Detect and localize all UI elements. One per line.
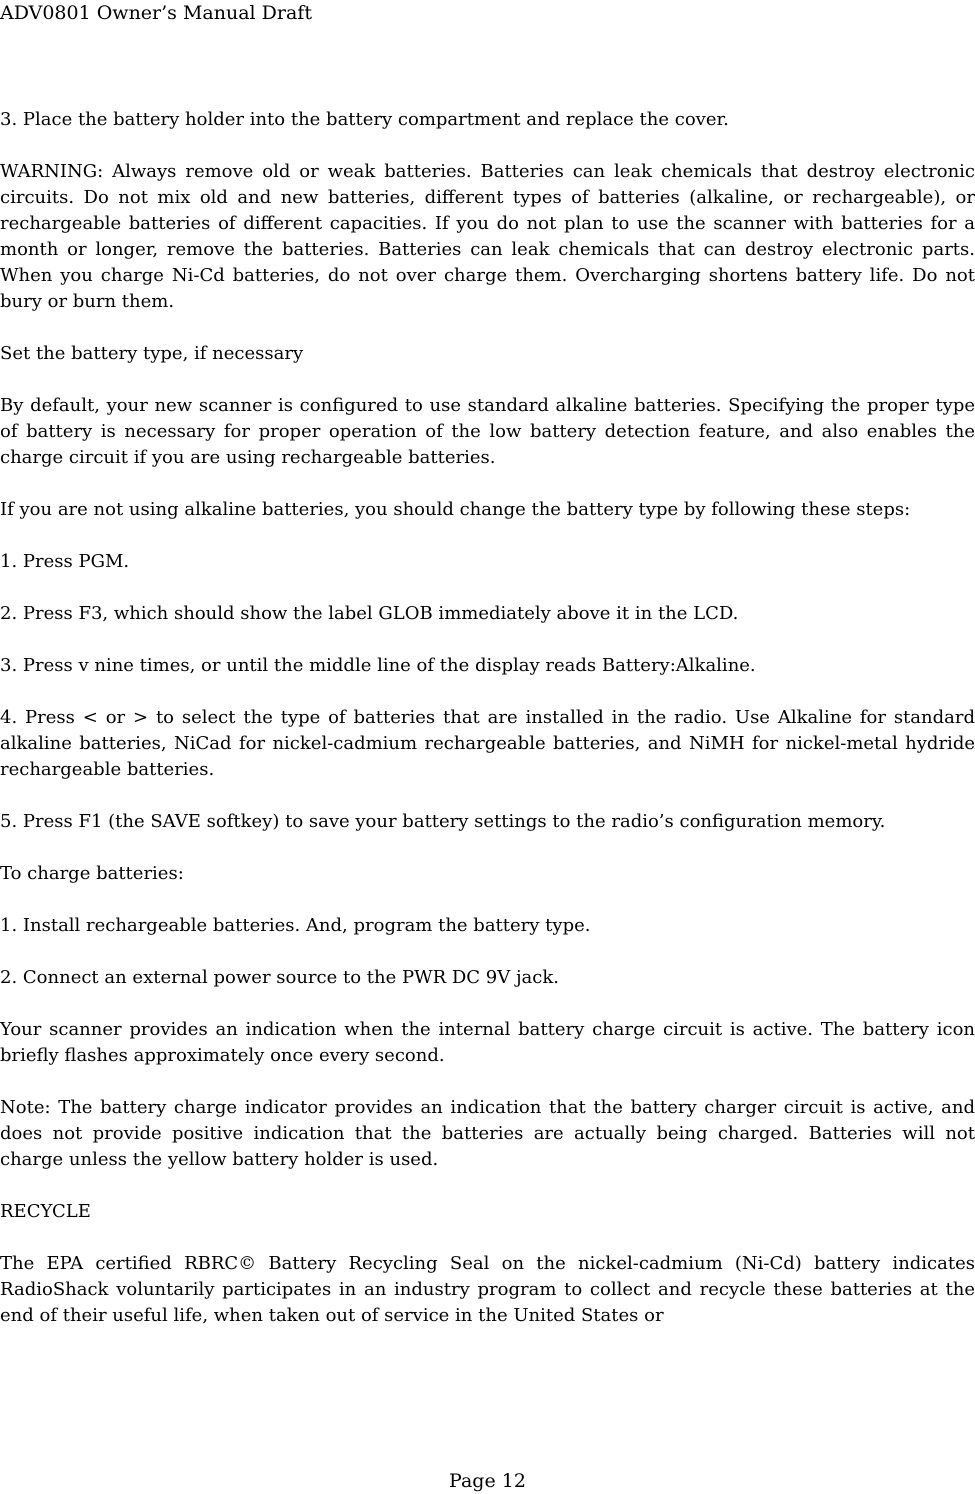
- step-install-rechargeable: 1. Install rechargeable batteries. And, program the battery type.: [0, 915, 591, 936]
- step-connect-power: 2. Connect an external power source to the PWR DC 9V jack.: [0, 967, 559, 988]
- step-press-v: 3. Press v nine times, or until the middle line of the display reads Battery:Alkaline.: [0, 655, 756, 676]
- step-replace-cover: 3. Place the battery holder into the battery compartment and replace the cover.: [0, 109, 729, 130]
- note-paragraph: Note: The battery charge indicator provides an indication that the battery charger circuit is active, and does not provide positive indication that the batteries are actually being charged. Batteries will not charge unless the yellow battery holder is used.: [0, 1097, 975, 1170]
- section-heading-charge: To charge batteries:: [0, 863, 184, 884]
- section-heading-recycle: RECYCLE: [0, 1201, 91, 1222]
- page-footer: [0, 1468, 975, 1494]
- battery-type-instructions: If you are not using alkaline batteries, you should change the battery type by following these steps:: [0, 499, 911, 520]
- warning-paragraph: WARNING: Always remove old or weak batteries. Batteries can leak chemicals that destroy electronic circuits. Do not mix old and new batteries, different types of batteries (alkaline, or rechargeable), or rechargeable batteries of different capacities. If you do not plan to use the scanner with batteries for a month or longer, remove the batteries. Batteries can leak chemicals that can destroy electronic parts. When you charge Ni-Cd batteries, do not over charge them. Overcharging shortens battery life. Do not bury or burn them.: [0, 161, 975, 312]
- page-header: [0, 0, 312, 26]
- document-title: ADV0801 Owner’s Manual Draft: [0, 2, 312, 24]
- page-body: [0, 107, 975, 1355]
- section-heading-battery-type: Set the battery type, if necessary: [0, 343, 304, 364]
- recycle-paragraph: The EPA certified RBRC© Battery Recycling Seal on the nickel-cadmium (Ni-Cd) battery indicates RadioShack voluntarily participates in an industry program to collect and recycle these batteries at the end of their useful life, when taken out of service in the United States or: [0, 1253, 975, 1326]
- step-press-pgm: 1. Press PGM.: [0, 551, 130, 572]
- step-select-type: 4. Press < or > to select the type of batteries that are installed in the radio. Use Alkaline for standard alkaline batteries, NiCad for nickel-cadmium rechargeable batteries, and NiMH for nickel-metal hydride rechargeable batteries.: [0, 707, 975, 780]
- page-number: Page 12: [449, 1470, 526, 1492]
- battery-type-intro: By default, your new scanner is configured to use standard alkaline batteries. Specifying the proper type of battery is necessary for proper operation of the low battery detection feature, and also enables the charge circuit if you are using rechargeable batteries.: [0, 395, 975, 468]
- charge-indication-paragraph: Your scanner provides an indication when the internal battery charge circuit is active. The battery icon briefly flashes approximately once every second.: [0, 1019, 975, 1066]
- step-press-f3: 2. Press F3, which should show the label GLOB immediately above it in the LCD.: [0, 603, 739, 624]
- step-press-f1: 5. Press F1 (the SAVE softkey) to save your battery settings to the radio’s configuration memory.: [0, 811, 886, 832]
